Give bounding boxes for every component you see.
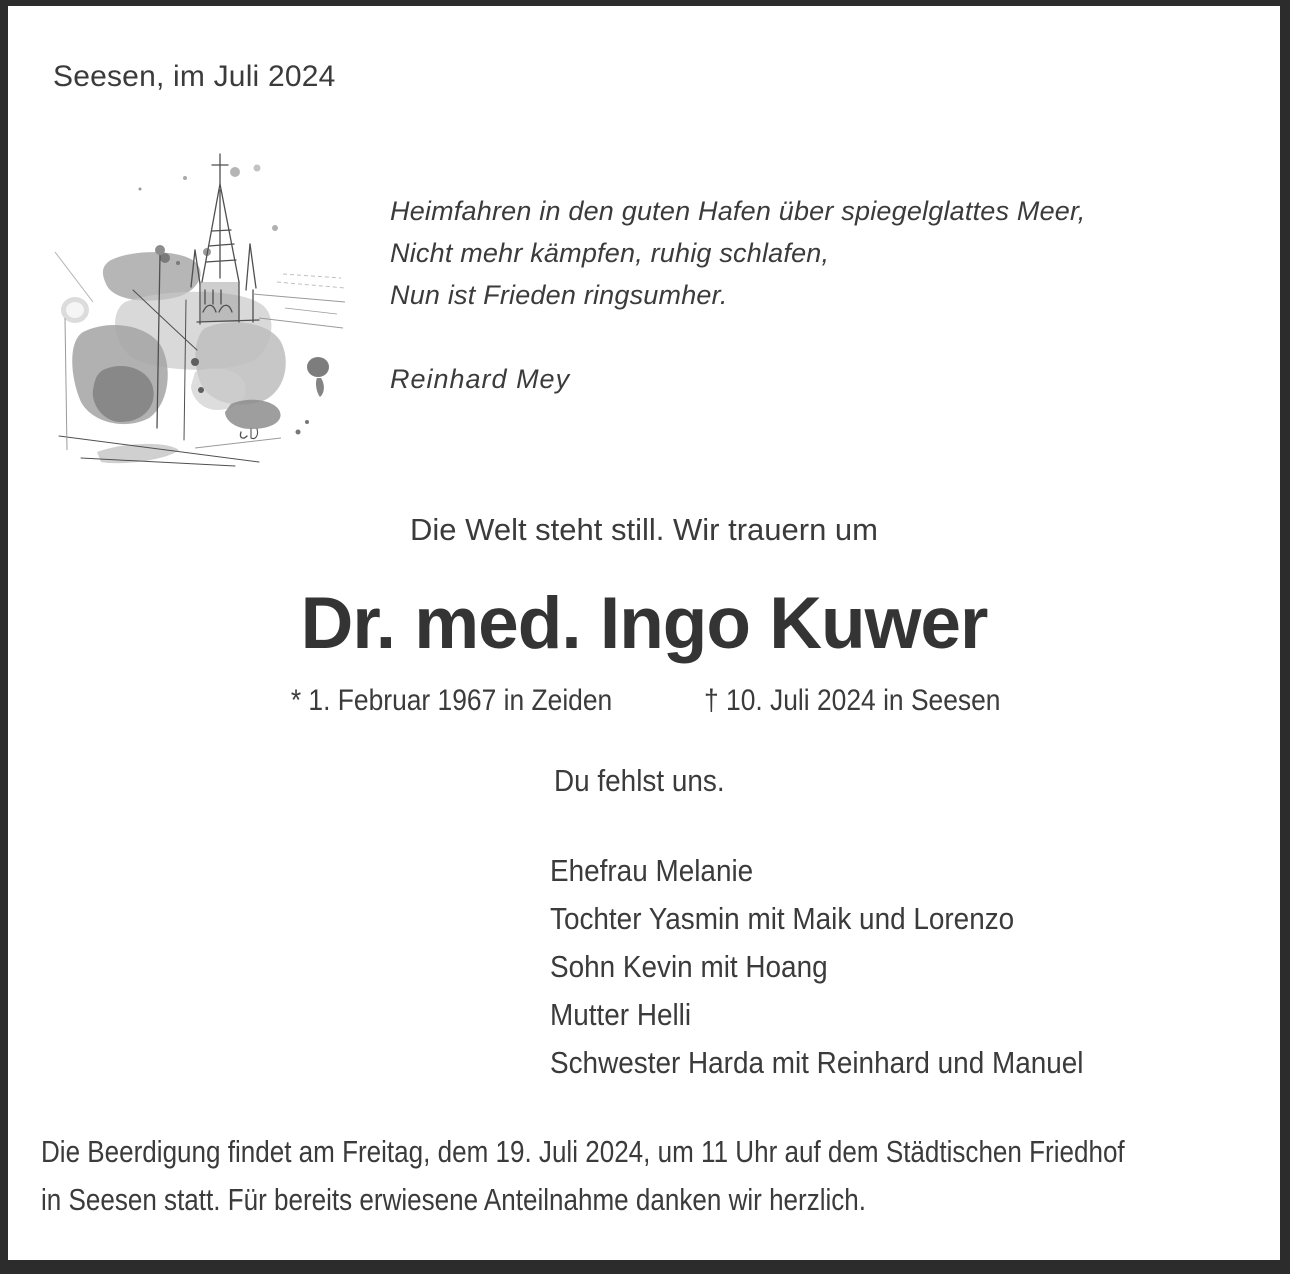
mourner-row: Mutter Helli (550, 997, 692, 1032)
intro-line: Die Welt steht still. Wir trauern um (410, 512, 878, 547)
birth-date: * 1. Februar 1967 in Zeiden (290, 684, 613, 717)
poem (390, 190, 1085, 316)
funeral-notice (41, 1128, 1290, 1224)
deceased-name: Dr. med. Ingo Kuwer (300, 583, 988, 664)
mourner-row: Tochter Yasmin mit Maik und Lorenzo (550, 901, 1015, 936)
life-dates (8, 684, 1280, 718)
mourners-list (550, 847, 1143, 1087)
church-illustration (45, 132, 355, 472)
dateline: Seesen, im Juli 2024 (53, 60, 336, 93)
mourner-row: Ehefrau Melanie (550, 853, 754, 888)
poem-line: Nun ist Frieden ringsumher. (390, 280, 728, 310)
poem-line: Heimfahren in den guten Hafen über spiegelglattes Meer, (390, 196, 1086, 226)
death-date: † 10. Juli 2024 in Seesen (704, 684, 1001, 717)
tribute-line: Du fehlst uns. (554, 763, 725, 798)
poem-line: Nicht mehr kämpfen, ruhig schlafen, (390, 238, 830, 268)
church-watercolor-icon (45, 132, 355, 467)
funeral-notice-line: in Seesen statt. Für bereits erwiesene Anteilnahme danken wir herzlich. (41, 1182, 867, 1217)
poem-attribution: Reinhard Mey (390, 364, 571, 394)
funeral-notice-line: Die Beerdigung findet am Freitag, dem 19. Juli 2024, um 11 Uhr auf dem Städtischen Friedhof (41, 1134, 1125, 1169)
mourner-row: Schwester Harda mit Reinhard und Manuel (550, 1045, 1084, 1080)
mourner-row: Sohn Kevin mit Hoang (550, 949, 828, 984)
